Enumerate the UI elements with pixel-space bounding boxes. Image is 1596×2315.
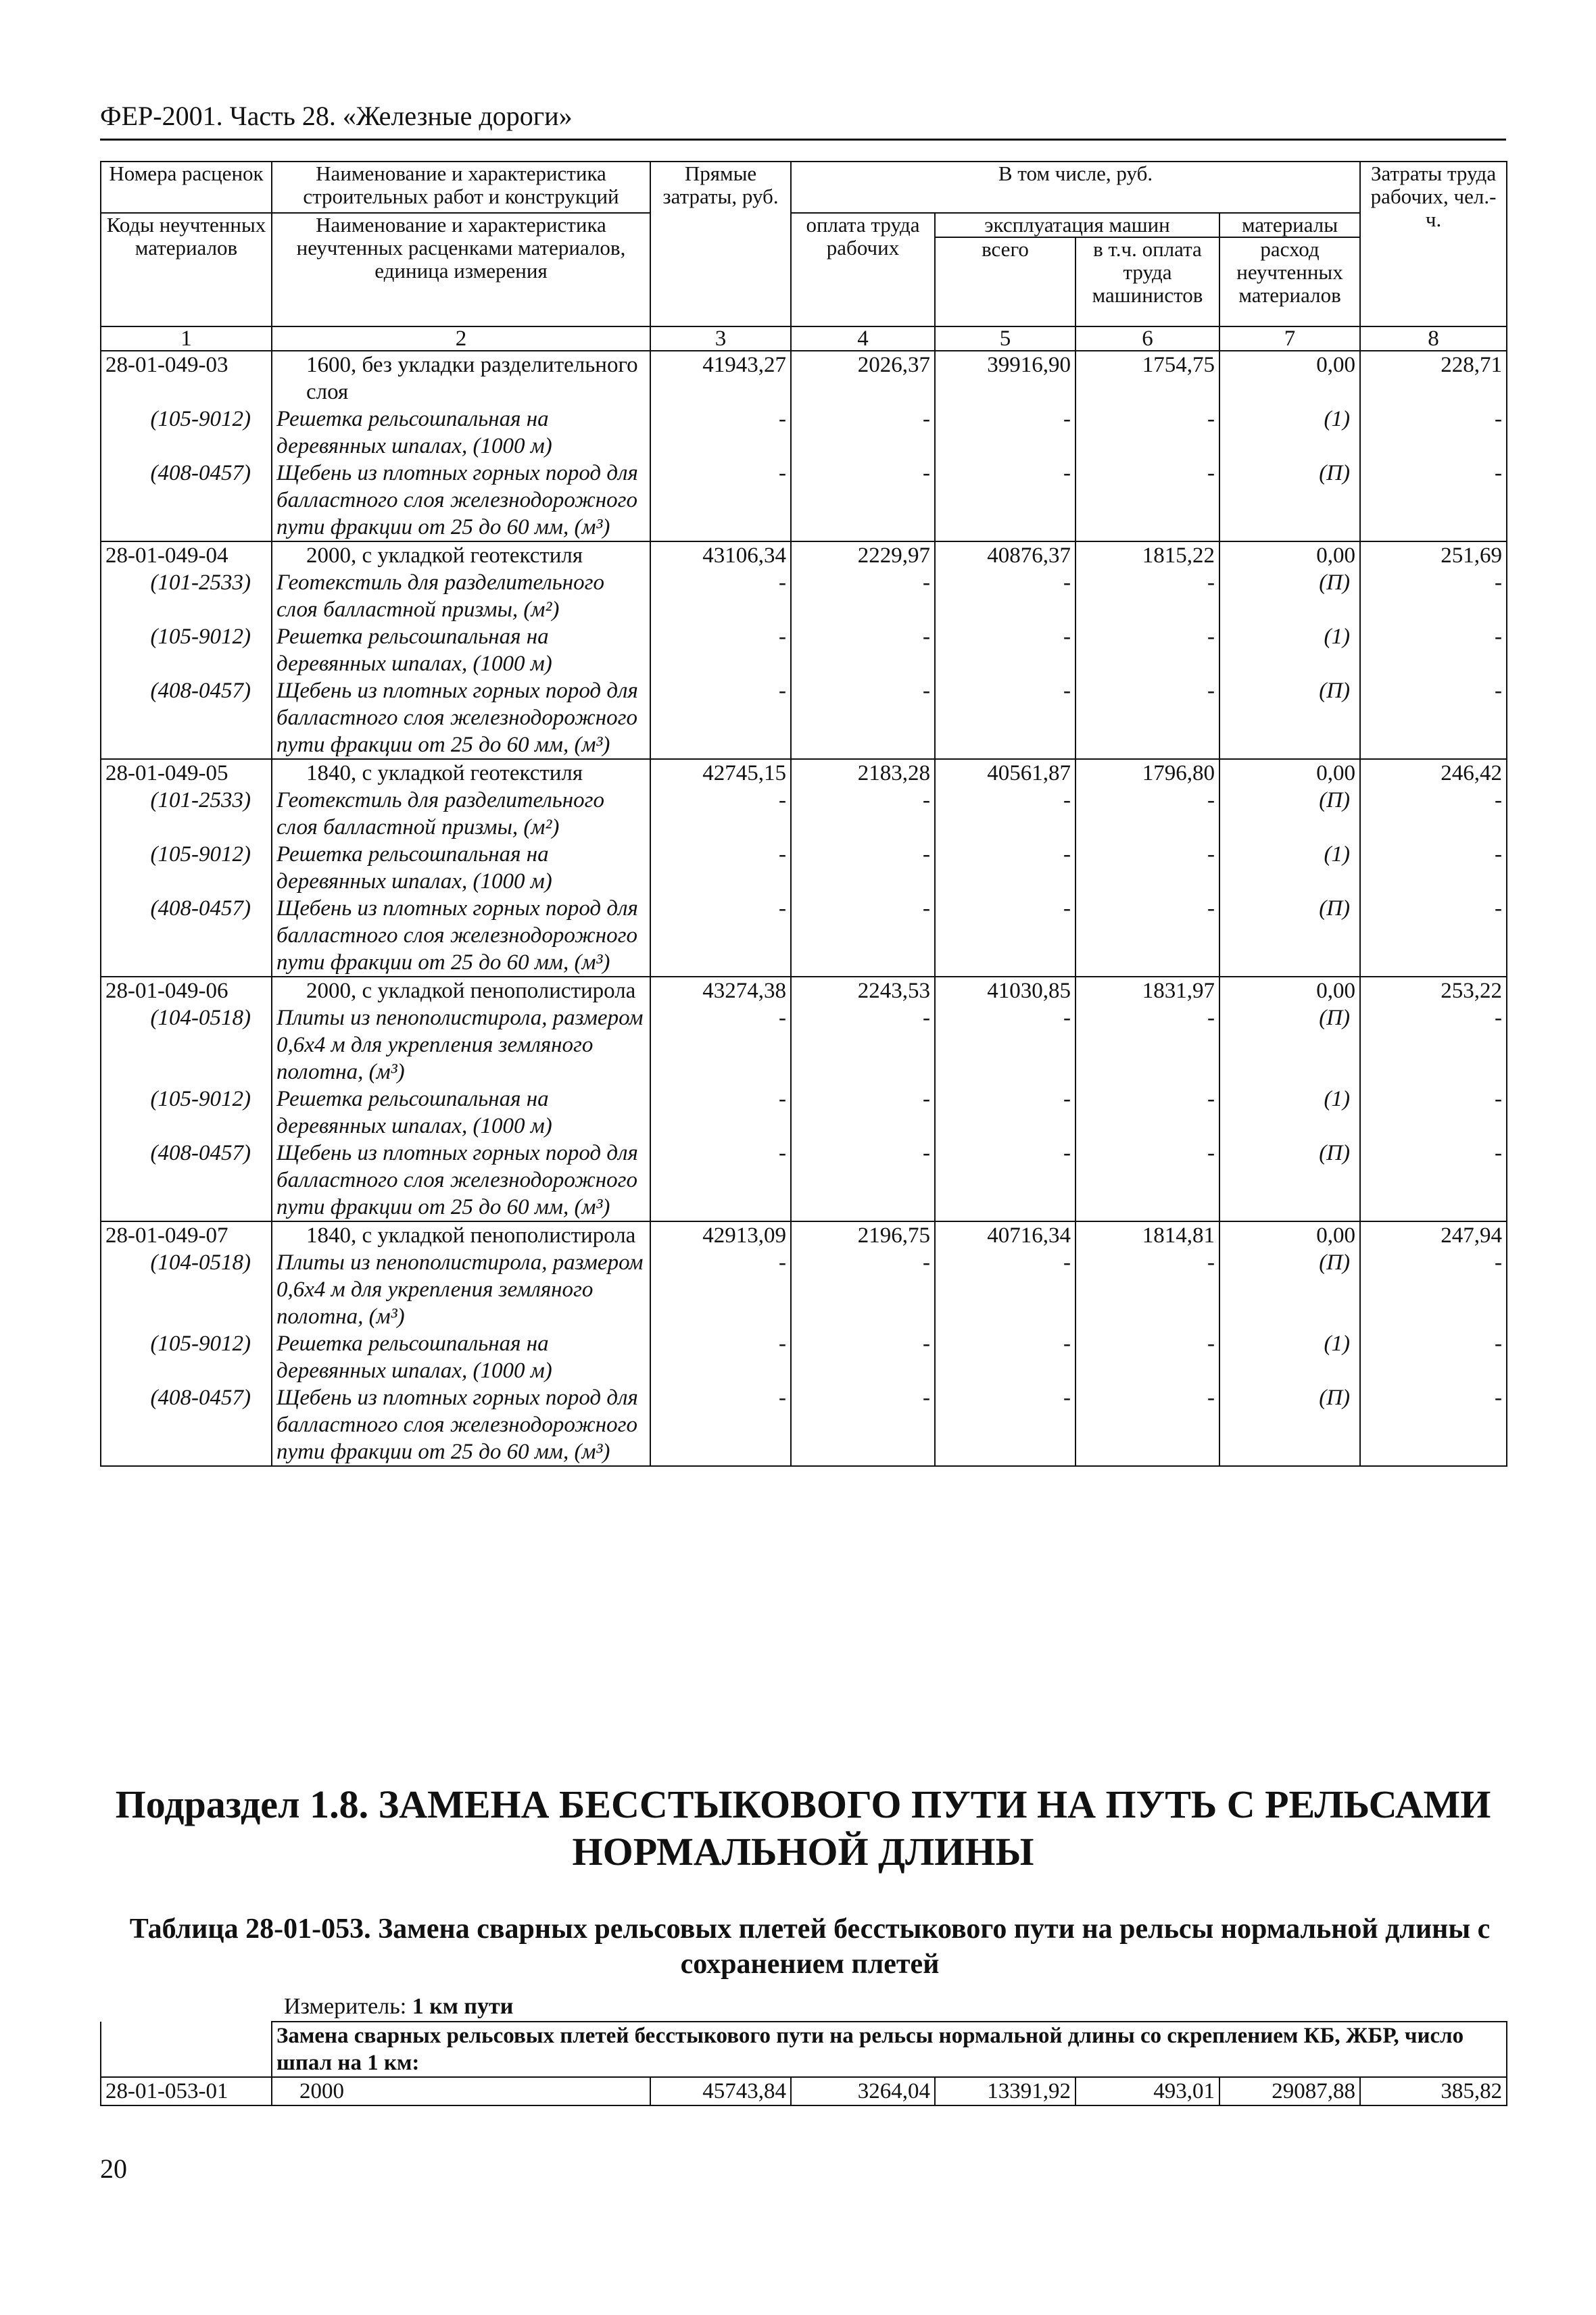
material-row <box>101 406 1507 460</box>
dash: - <box>1075 460 1219 541</box>
material-row <box>101 1330 1507 1384</box>
material-row <box>101 787 1507 841</box>
wage-cost: 2196,75 <box>791 1221 935 1249</box>
material-row <box>101 895 1507 977</box>
material-code: (408-0457) <box>101 460 272 541</box>
dash: - <box>935 1330 1075 1384</box>
material-row <box>101 1384 1507 1466</box>
dash: - <box>791 1384 935 1466</box>
materials-cost: 0,00 <box>1219 351 1360 406</box>
measure-label: Измеритель: <box>284 1994 407 2019</box>
dash: - <box>1360 1249 1507 1330</box>
materials-cost: 0,00 <box>1219 1221 1360 1249</box>
material-name: Щебень из плотных горных пород для балластного слоя железнодорожного пути фракции от 25 до 60 мм, (м³) <box>272 1384 650 1466</box>
material-mark: (П) <box>1219 1384 1360 1466</box>
labor-cost: 253,22 <box>1360 977 1507 1004</box>
material-name: Решетка рельсошпальная на деревянных шпалах, (1000 м) <box>272 1330 650 1384</box>
material-mark: (П) <box>1219 1249 1360 1330</box>
material-code: (408-0457) <box>101 895 272 977</box>
material-mark: (П) <box>1219 569 1360 623</box>
machines-total: 40876,37 <box>935 541 1075 569</box>
header-name-bottom: Наименование и характеристика неучтенных расценками материалов, единица измерения <box>272 213 650 326</box>
machines-total: 40561,87 <box>935 759 1075 787</box>
dash: - <box>791 787 935 841</box>
material-code: (105-9012) <box>101 406 272 460</box>
labor-cost: 385,82 <box>1360 2077 1507 2105</box>
col-num: 8 <box>1360 326 1507 351</box>
machinist-wage: 1815,22 <box>1075 541 1219 569</box>
rates-table <box>100 161 1507 1467</box>
material-code: (105-9012) <box>101 623 272 677</box>
rate-code: 28-01-049-05 <box>101 759 272 787</box>
dash: - <box>1360 623 1507 677</box>
dash: - <box>650 1004 791 1086</box>
dash: - <box>791 623 935 677</box>
col-num: 6 <box>1075 326 1219 351</box>
dash: - <box>935 895 1075 977</box>
dash: - <box>1075 787 1219 841</box>
materials-cost: 0,00 <box>1219 759 1360 787</box>
material-mark: (1) <box>1219 1086 1360 1140</box>
wage-cost: 2229,97 <box>791 541 935 569</box>
dash: - <box>1360 1086 1507 1140</box>
machines-total: 13391,92 <box>935 2077 1075 2105</box>
table-title: Таблица 28-01-053. Замена сварных рельсовых плетей бесстыкового пути на рельсы нормальной длины с сохранением плетей <box>129 1914 1491 1980</box>
dash: - <box>1075 677 1219 759</box>
rate-code: 28-01-049-03 <box>101 351 272 406</box>
labor-cost: 246,42 <box>1360 759 1507 787</box>
dash: - <box>1075 1004 1219 1086</box>
dash: - <box>935 1384 1075 1466</box>
material-code: (101-2533) <box>101 569 272 623</box>
dash: - <box>791 569 935 623</box>
dash: - <box>650 406 791 460</box>
rate-name: 2000, с укладкой пенополистирола <box>272 977 650 1004</box>
direct-cost: 43274,38 <box>650 977 791 1004</box>
rate-name: 1840, с укладкой геотекстиля <box>272 759 650 787</box>
col-num: 1 <box>101 326 272 351</box>
machines-total: 39916,90 <box>935 351 1075 406</box>
material-mark: (П) <box>1219 1140 1360 1221</box>
material-mark: (П) <box>1219 1004 1360 1086</box>
material-row <box>101 1140 1507 1221</box>
page-header: ФЕР-2001. Часть 28. «Железные дороги» <box>100 100 1506 141</box>
material-name: Решетка рельсошпальная на деревянных шпалах, (1000 м) <box>272 406 650 460</box>
material-mark: (П) <box>1219 460 1360 541</box>
material-row <box>101 1086 1507 1140</box>
material-name: Щебень из плотных горных пород для балластного слоя железнодорожного пути фракции от 25 до 60 мм, (м³) <box>272 460 650 541</box>
table-row <box>101 2077 1507 2105</box>
machinist-wage: 493,01 <box>1075 2077 1219 2105</box>
dash: - <box>650 677 791 759</box>
dash: - <box>650 460 791 541</box>
dash: - <box>791 895 935 977</box>
material-mark: (П) <box>1219 677 1360 759</box>
direct-cost: 45743,84 <box>650 2077 791 2105</box>
header-direct: Прямые затраты, руб. <box>650 162 791 326</box>
col-num: 4 <box>791 326 935 351</box>
machinist-wage: 1814,81 <box>1075 1221 1219 1249</box>
header-machines: эксплуатация машин <box>935 213 1219 237</box>
measure-value: 1 км пути <box>412 1994 514 2019</box>
material-mark: (1) <box>1219 406 1360 460</box>
material-row <box>101 623 1507 677</box>
material-code: (104-0518) <box>101 1004 272 1086</box>
wage-cost: 3264,04 <box>791 2077 935 2105</box>
material-row <box>101 841 1507 895</box>
dash: - <box>935 623 1075 677</box>
group-title: Замена сварных рельсовых плетей бесстыкового пути на рельсы нормальной длины со скреплением КБ, ЖБР, число шпал на 1 км: <box>272 2022 1507 2077</box>
dash: - <box>1075 1140 1219 1221</box>
material-row <box>101 460 1507 541</box>
wage-cost: 2026,37 <box>791 351 935 406</box>
material-name: Решетка рельсошпальная на деревянных шпалах, (1000 м) <box>272 1086 650 1140</box>
dash: - <box>1360 895 1507 977</box>
dash: - <box>791 841 935 895</box>
table-row <box>101 351 1507 406</box>
dash: - <box>935 1004 1075 1086</box>
material-code: (105-9012) <box>101 1330 272 1384</box>
dash: - <box>650 787 791 841</box>
direct-cost: 42745,15 <box>650 759 791 787</box>
dash: - <box>650 569 791 623</box>
material-name: Решетка рельсошпальная на деревянных шпалах, (1000 м) <box>272 841 650 895</box>
machinist-wage: 1831,97 <box>1075 977 1219 1004</box>
subsection-title: Подраздел 1.8. ЗАМЕНА БЕССТЫКОВОГО ПУТИ НА ПУТЬ С РЕЛЬСАМИ НОРМАЛЬНОЙ ДЛИНЫ <box>115 1782 1491 1874</box>
dash: - <box>791 460 935 541</box>
dash: - <box>935 677 1075 759</box>
col-num: 3 <box>650 326 791 351</box>
dash: - <box>935 841 1075 895</box>
direct-cost: 43106,34 <box>650 541 791 569</box>
material-code: (105-9012) <box>101 1086 272 1140</box>
machinist-wage: 1754,75 <box>1075 351 1219 406</box>
material-name: Плиты из пенополистирола, размером 0,6х4 м для укрепления земляного полотна, (м³) <box>272 1004 650 1086</box>
dash: - <box>1075 406 1219 460</box>
dash: - <box>650 1330 791 1384</box>
materials-cost: 29087,88 <box>1219 2077 1360 2105</box>
header-machinist: в т.ч. оплата труда машинистов <box>1075 237 1219 326</box>
dash: - <box>1360 1004 1507 1086</box>
rate-code: 28-01-049-07 <box>101 1221 272 1249</box>
materials-cost: 0,00 <box>1219 541 1360 569</box>
material-row <box>101 569 1507 623</box>
direct-cost: 41943,27 <box>650 351 791 406</box>
header-codes-top: Номера расценок <box>101 162 272 213</box>
dash: - <box>1360 1330 1507 1384</box>
rate-name: 2000 <box>272 2077 650 2105</box>
dash: - <box>1360 406 1507 460</box>
header-total: всего <box>935 237 1075 326</box>
dash: - <box>1360 787 1507 841</box>
dash: - <box>935 406 1075 460</box>
dash: - <box>1075 1384 1219 1466</box>
wage-cost: 2243,53 <box>791 977 935 1004</box>
header-codes-bottom: Коды неучтенных материалов <box>101 213 272 326</box>
wage-cost: 2183,28 <box>791 759 935 787</box>
dash: - <box>1075 623 1219 677</box>
direct-cost: 42913,09 <box>650 1221 791 1249</box>
header-name-top: Наименование и характеристика строительных работ и конструкций <box>272 162 650 213</box>
dash: - <box>650 623 791 677</box>
dash: - <box>1075 841 1219 895</box>
table-row <box>101 977 1507 1004</box>
labor-cost: 251,69 <box>1360 541 1507 569</box>
dash: - <box>650 1384 791 1466</box>
material-name: Щебень из плотных горных пород для балластного слоя железнодорожного пути фракции от 25 до 60 мм, (м³) <box>272 1140 650 1221</box>
header-consumption: расход неучтенных материалов <box>1219 237 1360 326</box>
material-name: Геотекстиль для разделительного слоя балластной призмы, (м²) <box>272 787 650 841</box>
material-row <box>101 1249 1507 1330</box>
material-mark: (П) <box>1219 895 1360 977</box>
page-number: 20 <box>100 2153 127 2184</box>
material-row <box>101 1004 1507 1086</box>
material-name: Плиты из пенополистирола, размером 0,6х4 м для укрепления земляного полотна, (м³) <box>272 1249 650 1330</box>
col-num: 5 <box>935 326 1075 351</box>
measure-line <box>284 1994 513 2020</box>
machines-total: 40716,34 <box>935 1221 1075 1249</box>
dash: - <box>1075 895 1219 977</box>
dash: - <box>1360 460 1507 541</box>
material-mark: (1) <box>1219 841 1360 895</box>
labor-cost: 228,71 <box>1360 351 1507 406</box>
material-name: Решетка рельсошпальная на деревянных шпалах, (1000 м) <box>272 623 650 677</box>
dash: - <box>791 1249 935 1330</box>
dash: - <box>650 841 791 895</box>
labor-cost: 247,94 <box>1360 1221 1507 1249</box>
dash: - <box>791 677 935 759</box>
dash: - <box>935 787 1075 841</box>
material-code: (408-0457) <box>101 677 272 759</box>
header-wage: оплата труда рабочих <box>791 213 935 326</box>
material-code: (408-0457) <box>101 1140 272 1221</box>
dash: - <box>1075 1086 1219 1140</box>
dash: - <box>1360 841 1507 895</box>
table-row <box>101 1221 1507 1249</box>
table-row <box>101 759 1507 787</box>
dash: - <box>1075 1249 1219 1330</box>
header-materials: материалы <box>1219 213 1360 237</box>
dash: - <box>791 1004 935 1086</box>
rate-name: 1600, без укладки разделительного слоя <box>272 351 650 406</box>
dash: - <box>1360 569 1507 623</box>
dash: - <box>650 1140 791 1221</box>
dash: - <box>1075 569 1219 623</box>
machines-total: 41030,85 <box>935 977 1075 1004</box>
dash: - <box>650 1086 791 1140</box>
rate-name: 1840, с укладкой пенополистирола <box>272 1221 650 1249</box>
material-mark: (1) <box>1219 623 1360 677</box>
table-row <box>101 541 1507 569</box>
dash: - <box>791 406 935 460</box>
dash: - <box>650 1249 791 1330</box>
material-name: Щебень из плотных горных пород для балластного слоя железнодорожного пути фракции от 25 до 60 мм, (м³) <box>272 895 650 977</box>
material-code: (105-9012) <box>101 841 272 895</box>
material-code: (101-2533) <box>101 787 272 841</box>
dash: - <box>935 1140 1075 1221</box>
dash: - <box>791 1086 935 1140</box>
rate-name: 2000, с укладкой геотекстиля <box>272 541 650 569</box>
material-mark: (П) <box>1219 787 1360 841</box>
material-name: Щебень из плотных горных пород для балластного слоя железнодорожного пути фракции от 25 до 60 мм, (м³) <box>272 677 650 759</box>
material-mark: (1) <box>1219 1330 1360 1384</box>
rate-code: 28-01-049-04 <box>101 541 272 569</box>
dash: - <box>1360 677 1507 759</box>
machinist-wage: 1796,80 <box>1075 759 1219 787</box>
col-num: 7 <box>1219 326 1360 351</box>
dash: - <box>1360 1140 1507 1221</box>
materials-cost: 0,00 <box>1219 977 1360 1004</box>
replacement-table <box>100 2021 1507 2106</box>
rate-code: 28-01-049-06 <box>101 977 272 1004</box>
dash: - <box>1360 1384 1507 1466</box>
dash: - <box>650 895 791 977</box>
dash: - <box>791 1140 935 1221</box>
rate-code: 28-01-053-01 <box>101 2077 272 2105</box>
material-code: (408-0457) <box>101 1384 272 1466</box>
dash: - <box>935 569 1075 623</box>
dash: - <box>935 1086 1075 1140</box>
material-code: (104-0518) <box>101 1249 272 1330</box>
dash: - <box>791 1330 935 1384</box>
dash: - <box>1075 1330 1219 1384</box>
dash: - <box>935 1249 1075 1330</box>
header-incl: В том числе, руб. <box>791 162 1360 213</box>
dash: - <box>935 460 1075 541</box>
material-row <box>101 677 1507 759</box>
header-labor: Затраты труда рабочих, чел.-ч. <box>1360 162 1507 326</box>
col-num: 2 <box>272 326 650 351</box>
material-name: Геотекстиль для разделительного слоя балластной призмы, (м²) <box>272 569 650 623</box>
